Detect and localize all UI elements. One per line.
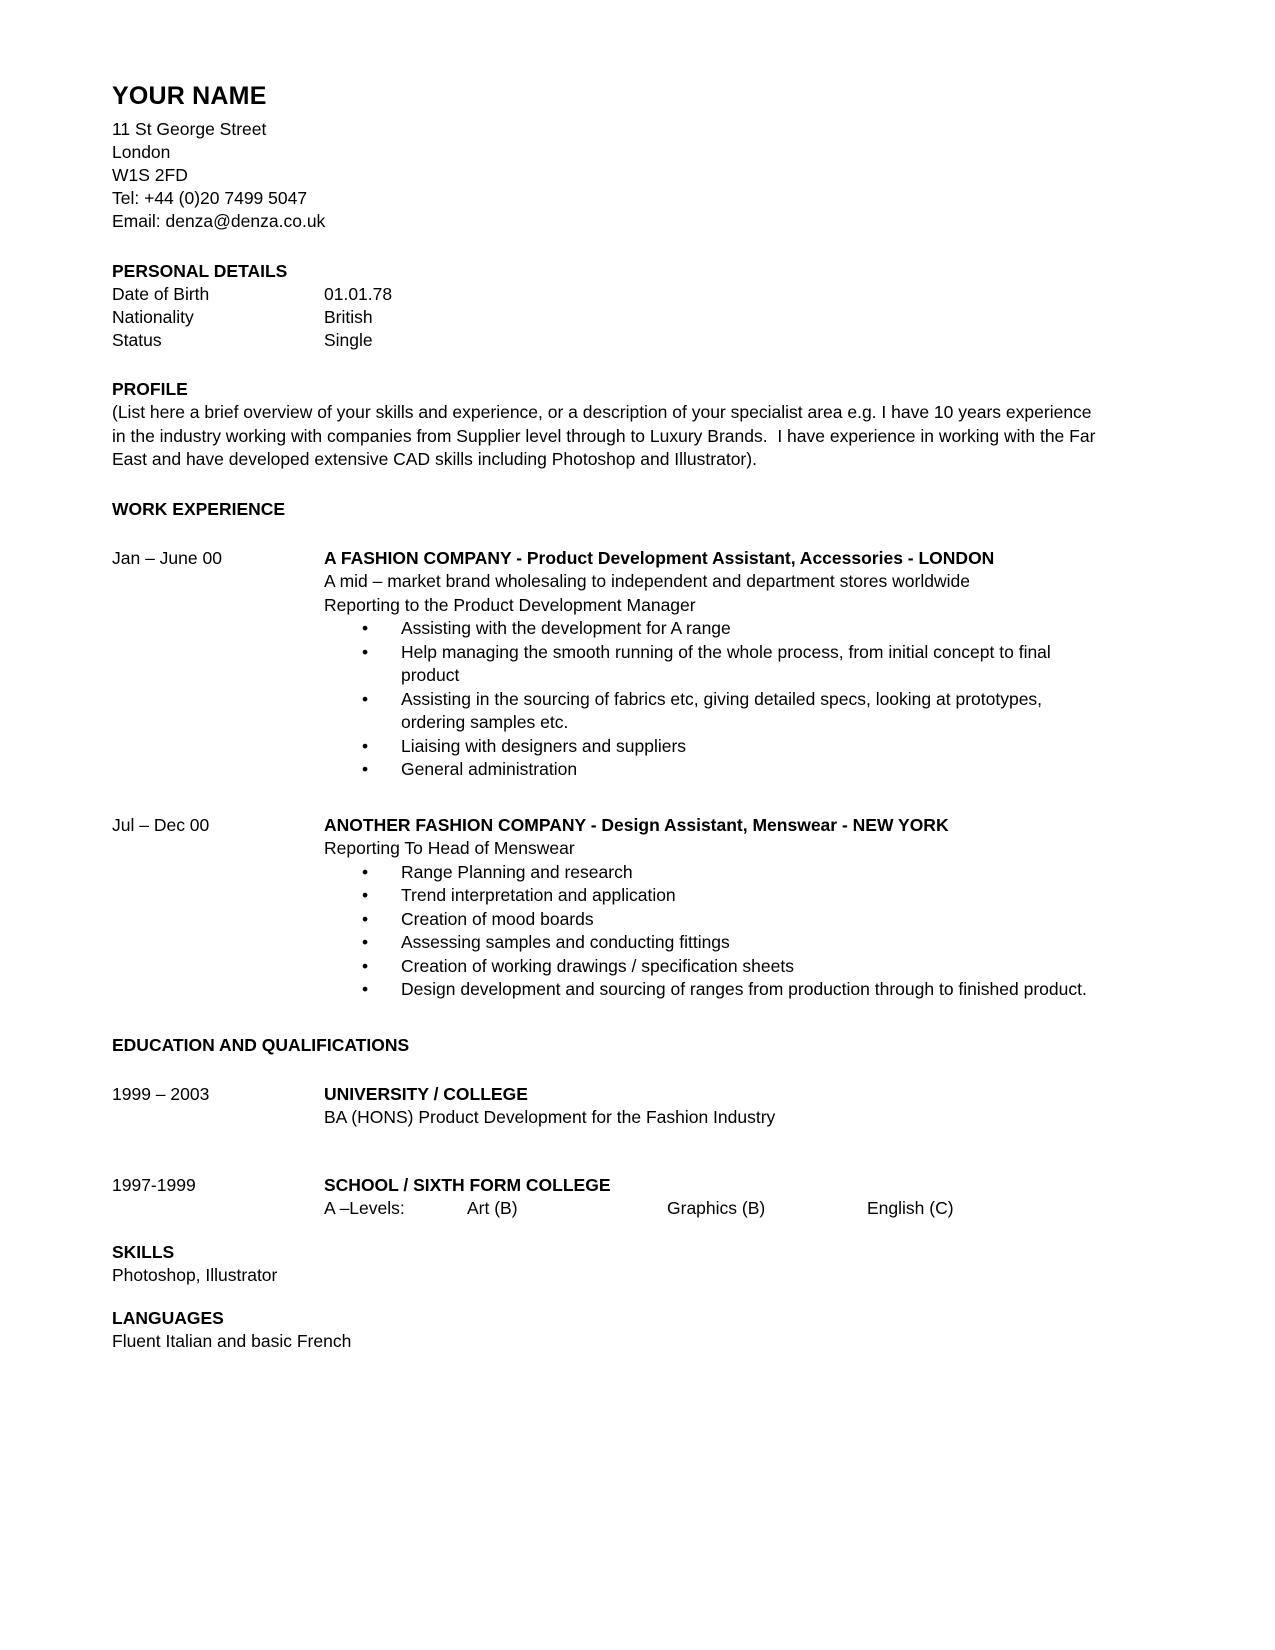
education-entry — [112, 1174, 1102, 1221]
list-item: • General administration — [324, 758, 1102, 782]
personal-detail-value-nationality: British — [324, 306, 373, 327]
list-item: • Creation of mood boards — [324, 908, 1102, 932]
education-entry-date: 1997-1999 — [112, 1174, 196, 1195]
section-languages — [112, 1307, 1102, 1354]
list-item: • Range Planning and research — [324, 861, 1102, 885]
address-line-postcode: W1S 2FD — [112, 164, 188, 185]
alevels-row — [324, 1197, 1102, 1221]
section-heading-skills: SKILLS — [112, 1241, 175, 1262]
section-heading-work-experience: WORK EXPERIENCE — [112, 498, 286, 519]
work-entry-subtitle: A mid – market brand wholesaling to independent and department stores worldwide — [324, 571, 970, 592]
education-entry-title: SCHOOL / SIXTH FORM COLLEGE — [324, 1174, 611, 1195]
skills-text: Photoshop, Illustrator — [112, 1264, 278, 1285]
work-entry-body — [324, 814, 1102, 1002]
work-entry-date: Jul – Dec 00 — [112, 814, 210, 835]
spacer — [112, 1221, 1102, 1241]
work-entry-body — [324, 547, 1102, 782]
section-heading-languages: LANGUAGES — [112, 1308, 224, 1329]
address-line-street: 11 St George Street — [112, 118, 267, 139]
work-entry — [112, 814, 1102, 1002]
personal-detail-label-nationality: Nationality — [112, 306, 194, 327]
spacer — [112, 352, 1102, 378]
personal-detail-value-status: Single — [324, 329, 373, 350]
work-entry-title: ANOTHER FASHION COMPANY - Design Assistant, Menswear - NEW YORK — [324, 814, 949, 835]
address-line-city: London — [112, 141, 171, 162]
section-heading-profile: PROFILE — [112, 379, 188, 400]
work-entry-bullet-list — [324, 861, 1102, 1002]
section-heading-education: EDUCATION AND QUALIFICATIONS — [112, 1034, 410, 1055]
address-line-email: Email: denza@denza.co.uk — [112, 211, 326, 232]
personal-detail-label-dob: Date of Birth — [112, 283, 210, 304]
personal-detail-label-status: Status — [112, 329, 162, 350]
list-item: • Liaising with designers and suppliers — [324, 735, 1102, 759]
personal-detail-value-dob: 01.01.78 — [324, 283, 393, 304]
address-line-telephone: Tel: +44 (0)20 7499 5047 — [112, 188, 308, 209]
alevel-subject-english: English (C) — [867, 1198, 954, 1219]
list-item: • Creation of working drawings / specification sheets — [324, 955, 1102, 979]
list-item: • Assisting in the sourcing of fabrics etc, giving detailed specs, looking at prototypes, ordering samples etc. — [324, 688, 1102, 735]
alevels-label: A –Levels: — [324, 1198, 405, 1219]
cv-content — [112, 82, 1102, 1354]
section-education — [112, 1034, 1102, 1221]
spacer — [112, 1057, 1102, 1083]
work-entry — [112, 547, 1102, 782]
list-item: • Assessing samples and conducting fittings — [324, 931, 1102, 955]
section-heading-personal-details: PERSONAL DETAILS — [112, 260, 288, 281]
work-entry-subtitle: Reporting to the Product Development Manager — [324, 594, 696, 615]
cv-header — [112, 82, 1102, 234]
list-item: • Help managing the smooth running of the whole process, from initial concept to final product — [324, 641, 1102, 688]
work-entry-bullet-list — [324, 617, 1102, 782]
spacer — [112, 1287, 1102, 1307]
profile-paragraph — [112, 401, 1102, 472]
list-item: • Trend interpretation and application — [324, 884, 1102, 908]
spacer — [112, 1130, 1102, 1174]
education-entry-date: 1999 – 2003 — [112, 1083, 210, 1104]
work-entry-title: A FASHION COMPANY - Product Development Assistant, Accessories - LONDON — [324, 547, 995, 568]
list-item: • Design development and sourcing of ranges from production through to finished product. — [324, 978, 1102, 1002]
alevel-subject-art: Art (B) — [467, 1198, 518, 1219]
spacer — [112, 234, 1102, 260]
education-entry-body — [324, 1083, 1102, 1130]
spacer — [112, 472, 1102, 498]
page-title: YOUR NAME — [112, 82, 267, 110]
languages-text: Fluent Italian and basic French — [112, 1331, 352, 1352]
alevel-subject-graphics: Graphics (B) — [667, 1198, 766, 1219]
personal-detail-row — [112, 329, 1102, 352]
spacer — [112, 782, 1102, 814]
section-personal-details — [112, 260, 1102, 353]
education-entry-body — [324, 1174, 1102, 1221]
education-entry-title: UNIVERSITY / COLLEGE — [324, 1083, 528, 1104]
section-skills — [112, 1241, 1102, 1288]
work-entry-subtitle: Reporting To Head of Menswear — [324, 838, 575, 859]
section-work-experience — [112, 498, 1102, 1002]
spacer — [112, 1002, 1102, 1034]
education-entry — [112, 1083, 1102, 1130]
personal-detail-row — [112, 283, 1102, 306]
work-entry-date: Jan – June 00 — [112, 547, 222, 568]
list-item: • Assisting with the development for A range — [324, 617, 1102, 641]
spacer — [112, 521, 1102, 547]
profile-text: (List here a brief overview of your skills and experience, or a description of your specialist area e.g. I have 10 years experience in the industry working with companies from Supplier level through to Luxury Brands. I have experience in working with the Far East and have developed extensive CAD skills including Photoshop and Illustrator). — [112, 402, 1101, 470]
section-profile — [112, 378, 1102, 472]
personal-detail-row — [112, 306, 1102, 329]
education-entry-detail: BA (HONS) Product Development for the Fashion Industry — [324, 1107, 776, 1128]
